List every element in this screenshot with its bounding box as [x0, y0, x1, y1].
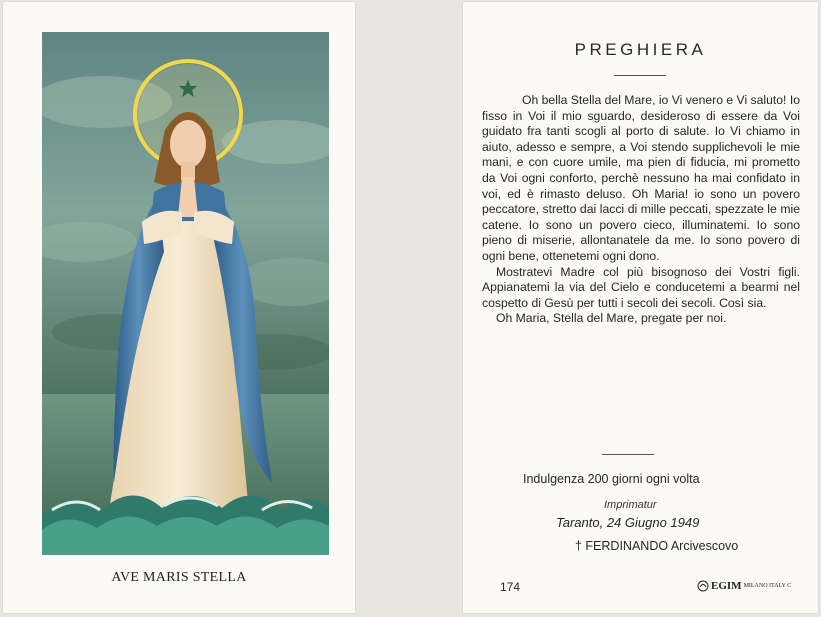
card-caption: AVE MARIS STELLA — [111, 570, 247, 585]
page-number: 174 — [500, 580, 521, 594]
madonna-illustration — [42, 32, 329, 555]
prayer-paragraph: Oh Maria, Stella del Mare, pregate per noi. — [496, 311, 727, 326]
divider-bottom — [602, 454, 654, 455]
holy-card-back — [463, 2, 818, 613]
prayer-text — [482, 93, 800, 327]
publisher-mark — [697, 580, 791, 592]
publisher-logo-icon — [697, 580, 709, 592]
divider-top — [614, 75, 666, 76]
prayer-title: PREGHIERA — [574, 40, 707, 59]
bishop-signature: † FERDINANDO Arcivescovo — [575, 539, 739, 553]
indulgence-note: Indulgenza 200 giorni ogni volta — [523, 472, 700, 486]
prayer-paragraph: Mostratevi Madre col più bisognoso dei Vostri figli. Appianatemi la via del Cielo e conducetemi a bearmi nel cospetto di Gesù per tutti i secoli dei secoli. Così sia. — [482, 264, 800, 310]
madonna-painting — [42, 32, 329, 555]
imprimatur-label: Imprimatur — [604, 499, 657, 511]
publisher-name: EGIM — [711, 580, 742, 592]
holy-card-front — [3, 2, 355, 613]
publisher-suffix: MILANO ITALY C — [743, 583, 792, 589]
place-date: Taranto, 24 Giugno 1949 — [556, 515, 700, 530]
prayer-paragraph: Oh bella Stella del Mare, io Vi venero e Vi saluto! Io fisso in Voi il mio sguardo, desideroso di essere da Voi guidato fra tanti scogli al porto di salute. Io Vi chiamo in aiuto, adesso e sempre, a Voi stendo supplichevoli le mie mani, e con cuore umile, ma pien di fiducia, mi prometto da Voi ogni conforto, perchè nessuno ha mai confidato in voi, ed è rimasto deluso. Oh Maria! io sono un povero peccatore, stretto dai lacci di mille peccati, spezzate le mie catene. Io sono un povero cieco, illuminatemi. Io sono pieno di miserie, allontanatele da me. Io sono povero di ogni bene, ottenetemi ogni dono. — [482, 93, 800, 263]
